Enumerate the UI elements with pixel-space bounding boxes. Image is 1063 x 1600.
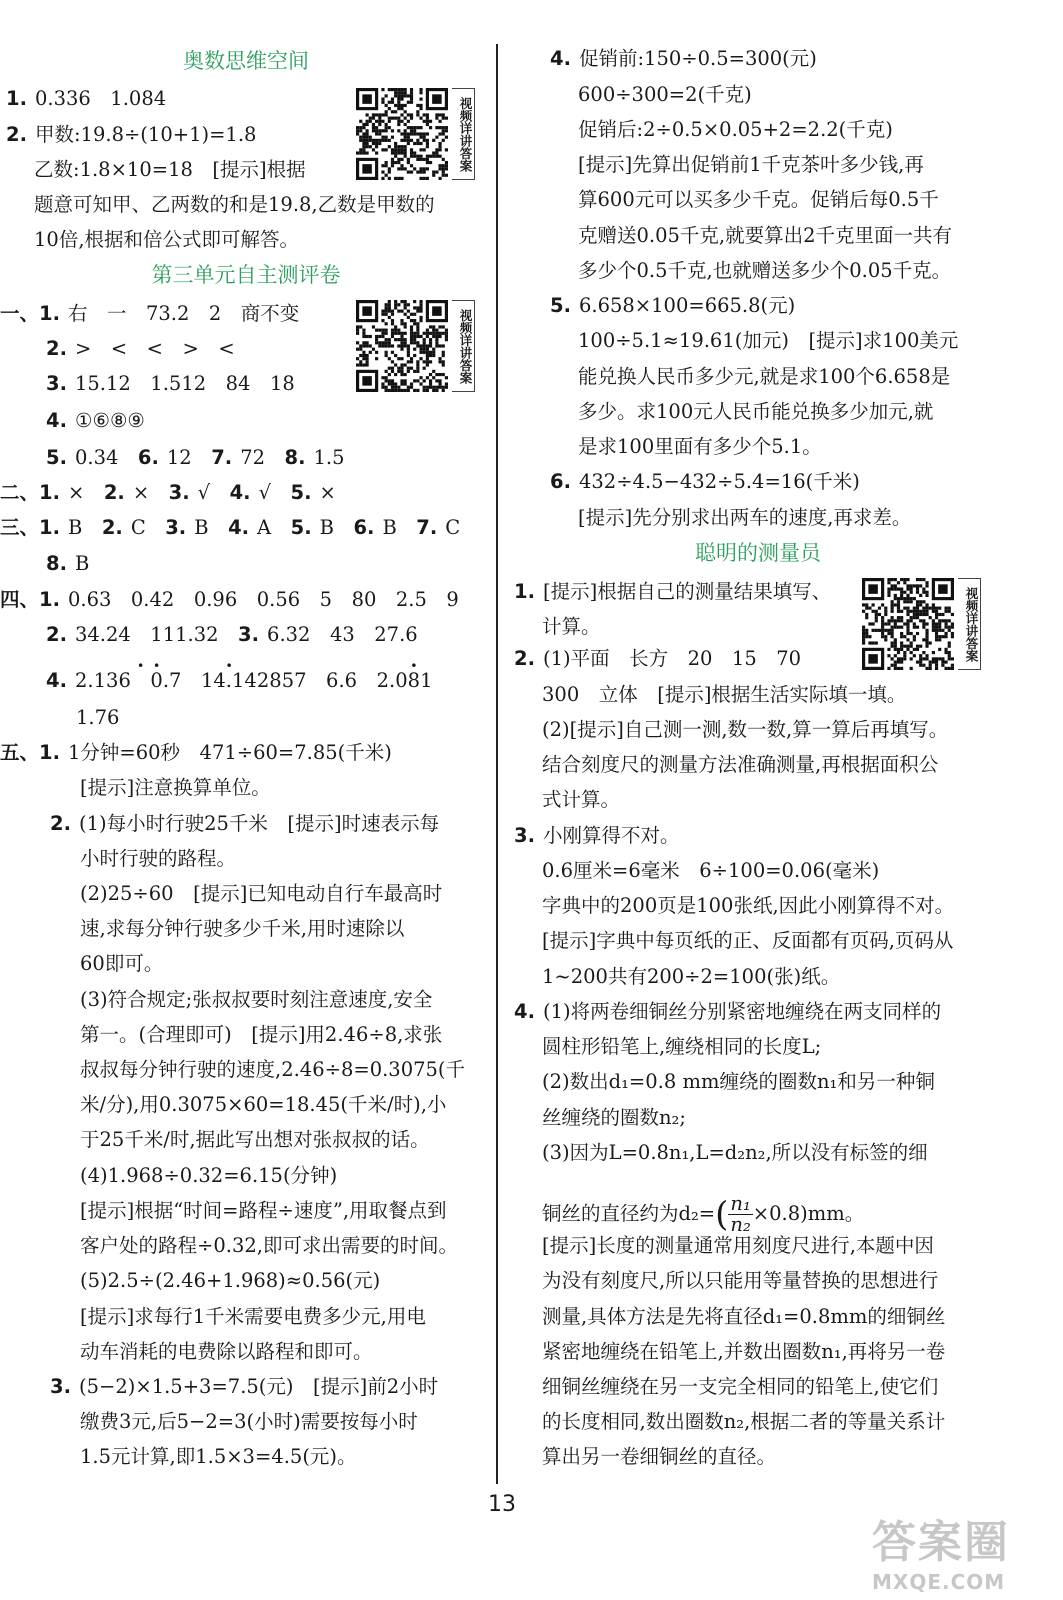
item-number: 3. — [238, 623, 260, 646]
answer-line — [6, 120, 256, 150]
item-number: 5. — [550, 294, 571, 317]
answer-line — [80, 1407, 418, 1437]
answer-text: 600÷300=2(千克) — [578, 83, 752, 106]
answer-text: 乙数:1.8×10=18 [提示]根据 — [34, 158, 306, 181]
answer-text: 100÷5.1≈19.61(加元) [提示]求100美元 — [578, 329, 959, 352]
answer-line — [542, 1266, 938, 1296]
answer-text: 右 一 73.2 2 商不变 — [67, 302, 300, 325]
answer-text: × — [132, 481, 169, 504]
answer-text: 12 — [166, 446, 212, 469]
page-number: 13 — [488, 1492, 516, 1517]
answer-text: 促销后:2÷0.5×0.05+2=2.2(千克) — [578, 118, 893, 141]
answer-text: 缴费3元,后5−2=3(小时)需要按每小时 — [80, 1410, 418, 1433]
answer-line — [80, 773, 271, 803]
answer-text: 克赠送0.05千克,就要算出2千克里面一共有 — [578, 224, 953, 247]
answer-line — [542, 1302, 945, 1332]
answer-text: [提示]求每行1千米需要电费多少元,用电 — [80, 1305, 426, 1328]
answer-text: 72 — [240, 446, 285, 469]
answer-text: (3)符合规定;张叔叔要时刻注意速度,安全 — [80, 988, 433, 1011]
item-number: 4. — [46, 669, 67, 692]
answer-text: × — [319, 481, 336, 504]
answer-line — [578, 432, 822, 462]
answer-text: 于25千米/时,据此写出想对张叔叔的话。 — [80, 1128, 430, 1151]
answer-text: 的长度相同,数出圈数n₂,根据二者的等量关系计 — [542, 1410, 946, 1433]
answer-text: > < < > < — [74, 337, 235, 360]
answer-text: 34.24 111.32 — [74, 623, 239, 646]
fraction-denominator: n₂ — [730, 1213, 751, 1236]
column-divider — [496, 44, 498, 1484]
answer-text: 多少。求100元人民币能兑换多少加元,就 — [578, 400, 934, 423]
answer-line — [80, 1231, 458, 1261]
item-number: 6. — [137, 446, 159, 469]
answer-text: 式计算。 — [542, 788, 621, 811]
answer-line — [542, 785, 620, 815]
answer-text: 432÷4.5−432÷5.4=16(千米) — [578, 470, 860, 493]
answer-line — [542, 962, 840, 992]
item-number: 5. — [290, 516, 312, 539]
qr-icon — [862, 578, 954, 670]
answer-line — [34, 225, 299, 255]
qr-icon — [356, 300, 448, 392]
answer-text: B — [67, 516, 102, 539]
answer-line — [50, 1372, 438, 1402]
answer-text: 6.658×100=665.8(元) — [578, 294, 796, 317]
answer-line — [80, 1055, 465, 1085]
answer-text: [提示]先分别求出两车的速度,再求差。 — [578, 506, 912, 529]
answer-text: 第一。(合理即可) [提示]用2.46÷8,求张 — [80, 1023, 443, 1046]
answer-line — [46, 666, 433, 696]
answer-text: 测量,具体方法是先将直径d₁=0.8mm的细铜丝 — [542, 1305, 946, 1328]
item-number: 4. — [228, 516, 250, 539]
answer-line — [34, 155, 306, 185]
answer-text: (1)将两卷细铜丝分别紧密地缠绕在两支同样的 — [542, 1000, 942, 1023]
section-title: 奥数思维空间 — [183, 49, 309, 73]
answer-text: 为没有刻度尺,所以只能用等量替换的思想进行 — [542, 1269, 939, 1292]
item-number: 二、1. — [0, 481, 60, 504]
answer-line — [542, 750, 938, 780]
answer-text: 甲数:19.8÷(10+1)=1.8 — [34, 123, 257, 146]
answer-line — [80, 1266, 380, 1296]
answer-text: 1~200共有200÷2=100(张)纸。 — [542, 965, 841, 988]
answer-line — [80, 1161, 337, 1191]
answer-line — [542, 926, 953, 956]
formula-suffix: ×0.8)mm。 — [752, 1202, 865, 1225]
answer-line — [80, 1337, 373, 1367]
answer-line — [80, 879, 442, 909]
item-number: 4. — [46, 409, 67, 432]
answer-line — [46, 443, 345, 473]
item-number: 2. — [50, 812, 71, 835]
answer-text: (2)数出d₁=0.8 mm缠绕的圈数n₁和另一种铜 — [542, 1070, 935, 1093]
answer-text: (3)因为L=0.8n₁,L=d₂n₂,所以没有标签的细 — [542, 1141, 928, 1164]
answer-line — [578, 115, 893, 145]
answer-text: [提示]长度的测量通常用刻度尺进行,本题中因 — [542, 1234, 934, 1257]
item-number: 1. — [6, 87, 27, 110]
answer-text: 60即可。 — [80, 952, 164, 975]
item-number: 五、1. — [0, 741, 60, 764]
answer-text: 速,求每分钟行驶多少千米,用时速除以 — [80, 917, 405, 940]
item-number: 3. — [165, 516, 187, 539]
item-number: 3. — [514, 824, 535, 847]
watermark-title: 答案圈 — [872, 1517, 1010, 1568]
item-number: 5. — [46, 446, 67, 469]
item-number: 2. — [514, 647, 535, 670]
answer-text: [提示]先算出促销前1千克茶叶多少钱,再 — [578, 153, 924, 176]
answer-line — [542, 680, 906, 710]
answer-text: 15.12 1.512 84 18 — [74, 372, 295, 395]
answer-text: 0.336 1.084 — [34, 87, 167, 110]
answer-text: × — [67, 481, 104, 504]
answer-line — [76, 703, 119, 733]
item-number: 5. — [290, 481, 312, 504]
answer-line — [578, 326, 958, 356]
answer-text: C — [130, 516, 166, 539]
item-number: 6. — [550, 470, 571, 493]
answer-line — [6, 84, 166, 114]
answer-text: 算600元可以买多少千克。促销后每0.5千 — [578, 188, 939, 211]
answer-line — [46, 406, 145, 436]
item-number: 3. — [168, 481, 190, 504]
answer-line — [0, 585, 459, 615]
answer-text: 促销前:150÷0.5=300(元) — [578, 47, 817, 70]
item-number: 三、1. — [0, 516, 60, 539]
answer-line — [578, 362, 950, 392]
answer-line — [80, 1442, 357, 1472]
section-title: 聪明的测量员 — [695, 541, 821, 565]
answer-line — [80, 949, 163, 979]
answer-line — [46, 549, 89, 579]
answer-text: 多少个0.5千克,也就赠送多少个0.05千克。 — [578, 259, 952, 282]
item-number: 3. — [50, 1375, 71, 1398]
answer-text: 计算。 — [542, 615, 601, 638]
answer-text: 题意可知甲、乙两数的和是19.8,乙数是甲数的 — [34, 193, 435, 216]
item-number: 1. — [514, 580, 535, 603]
answer-text: A — [257, 516, 291, 539]
qr-caption: 视频详讲答案 — [958, 578, 981, 670]
item-number: 4. — [229, 481, 251, 504]
answer-line — [542, 715, 948, 745]
answer-text: √ — [258, 481, 291, 504]
answer-text: 10倍,根据和倍公式即可解答。 — [34, 228, 300, 251]
qr-code-3[interactable] — [862, 578, 982, 670]
answer-text: 0.34 — [74, 446, 138, 469]
answer-line — [50, 809, 439, 839]
answer-text: (2)[提示]自己测一测,数一数,算一算后再填写。 — [542, 718, 949, 741]
answer-line — [542, 1103, 686, 1133]
item-number: 2. — [103, 481, 125, 504]
answer-line — [550, 44, 817, 74]
item-number: 8. — [284, 446, 306, 469]
item-number: 6. — [353, 516, 375, 539]
answer-line — [550, 291, 795, 321]
answer-line — [578, 503, 911, 533]
answer-text: (1)平面 长方 20 15 70 — [542, 647, 802, 670]
answer-text: (2)25÷60 [提示]已知电动自行车最高时 — [80, 882, 443, 905]
formula-prefix: 铜丝的直径约为d₂= — [542, 1202, 716, 1225]
item-number: 一、1. — [0, 302, 60, 325]
answer-text: 2.136· · 0.7 14· .142857 6.6 2.0· 81 — [75, 669, 433, 692]
answer-text: (4)1.968÷0.32=6.15(分钟) — [80, 1164, 338, 1187]
answer-text: 6.32 43 27.6 — [267, 623, 418, 646]
answer-text: B — [194, 516, 229, 539]
answer-text: (5)2.5÷(2.46+1.968)≈0.56(元) — [80, 1269, 381, 1292]
answer-text: [提示]根据“时间=路程÷速度”,用取餐点到 — [80, 1199, 447, 1222]
answer-line — [514, 577, 831, 607]
answer-line — [542, 856, 879, 886]
answer-line — [578, 397, 933, 427]
fraction-numerator: n₁ — [730, 1192, 751, 1215]
answer-text: B — [382, 516, 417, 539]
answer-line — [578, 150, 924, 180]
paren-open: ( — [715, 1194, 729, 1235]
answer-line — [514, 644, 801, 674]
answer-text: 圆柱形铅笔上,缠绕相同的长度L; — [542, 1035, 822, 1058]
item-number: 7. — [416, 516, 438, 539]
answer-text: B — [74, 552, 90, 575]
section-title: 第三单元自主测评卷 — [151, 263, 341, 287]
answer-line — [80, 844, 236, 874]
item-number: 7. — [211, 446, 233, 469]
answer-line — [514, 821, 680, 851]
answer-line — [542, 1372, 938, 1402]
answer-line — [542, 1067, 935, 1097]
qr-caption: 视频详讲答案 — [452, 300, 475, 392]
answer-line — [578, 185, 939, 215]
answer-text: 客户处的路程÷0.32,即可求出需要的时间。 — [80, 1234, 458, 1257]
answer-text: 细铜丝缠绕在另一支完全相同的铅笔上,使它们 — [542, 1375, 939, 1398]
answer-text: 结合刻度尺的测量方法准确测量,再根据面积公 — [542, 753, 939, 776]
answer-text: [提示]注意换算单位。 — [80, 776, 271, 799]
item-number: 3. — [46, 372, 67, 395]
answer-text: 小时行驶的路程。 — [80, 847, 237, 870]
answer-text: 字典中的200页是100张纸,因此小刚算得不对。 — [542, 894, 955, 917]
item-number: 8. — [46, 552, 67, 575]
item-number: 2. — [101, 516, 123, 539]
answer-text: 紧密地缠绕在铅笔上,并数出圈数n₁,再将另一卷 — [542, 1340, 946, 1363]
answer-line — [542, 1231, 934, 1261]
answer-text: 丝缠绕的圈数n₂; — [542, 1106, 686, 1129]
answer-line — [0, 513, 460, 543]
answer-text: 1分钟=60秒 471÷60=7.85(千米) — [67, 741, 392, 764]
answer-text: [提示]字典中每页纸的正、反面都有页码,页码从 — [542, 929, 954, 952]
item-number: 4. — [514, 1000, 535, 1023]
answer-line — [80, 1302, 426, 1332]
item-number: 2. — [46, 623, 67, 646]
answer-text: 0.63 0.42 0.96 0.56 5 80 2.5 9 — [67, 588, 459, 611]
answer-text: 1.5元计算,即1.5×3=4.5(元)。 — [80, 1445, 357, 1468]
answer-text: [提示]根据自己的测量结果填写、 — [542, 580, 832, 603]
answer-text: √ — [197, 481, 230, 504]
answer-text: 1.76 — [76, 706, 120, 729]
answer-text: 小刚算得不对。 — [542, 824, 680, 847]
watermark-logo — [872, 1506, 1052, 1592]
answer-text: ①⑥⑧⑨ — [74, 409, 145, 432]
answer-line — [542, 891, 954, 921]
answer-line — [80, 985, 432, 1015]
qr-caption: 视频详讲答案 — [452, 88, 475, 180]
item-number: 4. — [550, 47, 571, 70]
answer-text: 0.6厘米=6毫米 6÷100=0.06(毫米) — [542, 859, 880, 882]
fraction — [728, 1194, 752, 1235]
answer-text: 动车消耗的电费除以路程和即可。 — [80, 1340, 373, 1363]
answer-line — [542, 1192, 864, 1237]
answer-text: 叔叔每分钟行驶的速度,2.46÷8=0.3075(千 — [80, 1058, 466, 1081]
qr-code-1[interactable] — [356, 88, 476, 180]
answer-line — [542, 1138, 928, 1168]
answer-line — [46, 369, 295, 399]
answer-text: 算出另一卷细铜丝的直径。 — [542, 1445, 777, 1468]
answer-line — [80, 1090, 446, 1120]
answer-line — [46, 334, 235, 364]
answer-line — [0, 738, 392, 768]
answer-text: (5−2)×1.5+3=7.5(元) [提示]前2小时 — [78, 1375, 439, 1398]
answer-line — [80, 1020, 442, 1050]
answer-text: (1)每小时行驶25千米 [提示]时速表示每 — [78, 812, 440, 835]
answer-line — [578, 80, 752, 110]
answer-line — [542, 1407, 945, 1437]
qr-icon — [356, 88, 448, 180]
answer-line — [542, 1337, 945, 1367]
answer-line — [550, 467, 860, 497]
answer-line — [80, 1196, 447, 1226]
answer-line — [542, 1442, 776, 1472]
answer-line — [0, 299, 299, 329]
answer-line — [0, 478, 336, 508]
answer-line — [80, 914, 404, 944]
answer-text: 米/分),用0.3075×60=18.45(千米/时),小 — [80, 1093, 447, 1116]
answer-text: 300 立体 [提示]根据生活实际填一填。 — [542, 683, 907, 706]
watermark-url: MXQE.COM — [872, 1570, 1006, 1594]
answer-text: 是求100里面有多少个5.1。 — [578, 435, 822, 458]
item-number: 2. — [46, 337, 67, 360]
answer-line — [542, 1032, 821, 1062]
item-number: 四、1. — [0, 588, 60, 611]
answer-line — [514, 997, 941, 1027]
answer-text: 1.5 — [313, 446, 345, 469]
answer-line — [46, 620, 418, 650]
answer-line — [542, 612, 601, 642]
item-number: 2. — [6, 123, 27, 146]
answer-text: B — [319, 516, 354, 539]
answer-text: 能兑换人民币多少元,就是求100个6.658是 — [578, 365, 951, 388]
answer-text: C — [445, 516, 461, 539]
answer-line — [80, 1125, 430, 1155]
answer-line — [34, 190, 435, 220]
qr-code-2[interactable] — [356, 300, 476, 392]
answer-line — [578, 221, 952, 251]
answer-line — [578, 256, 951, 286]
